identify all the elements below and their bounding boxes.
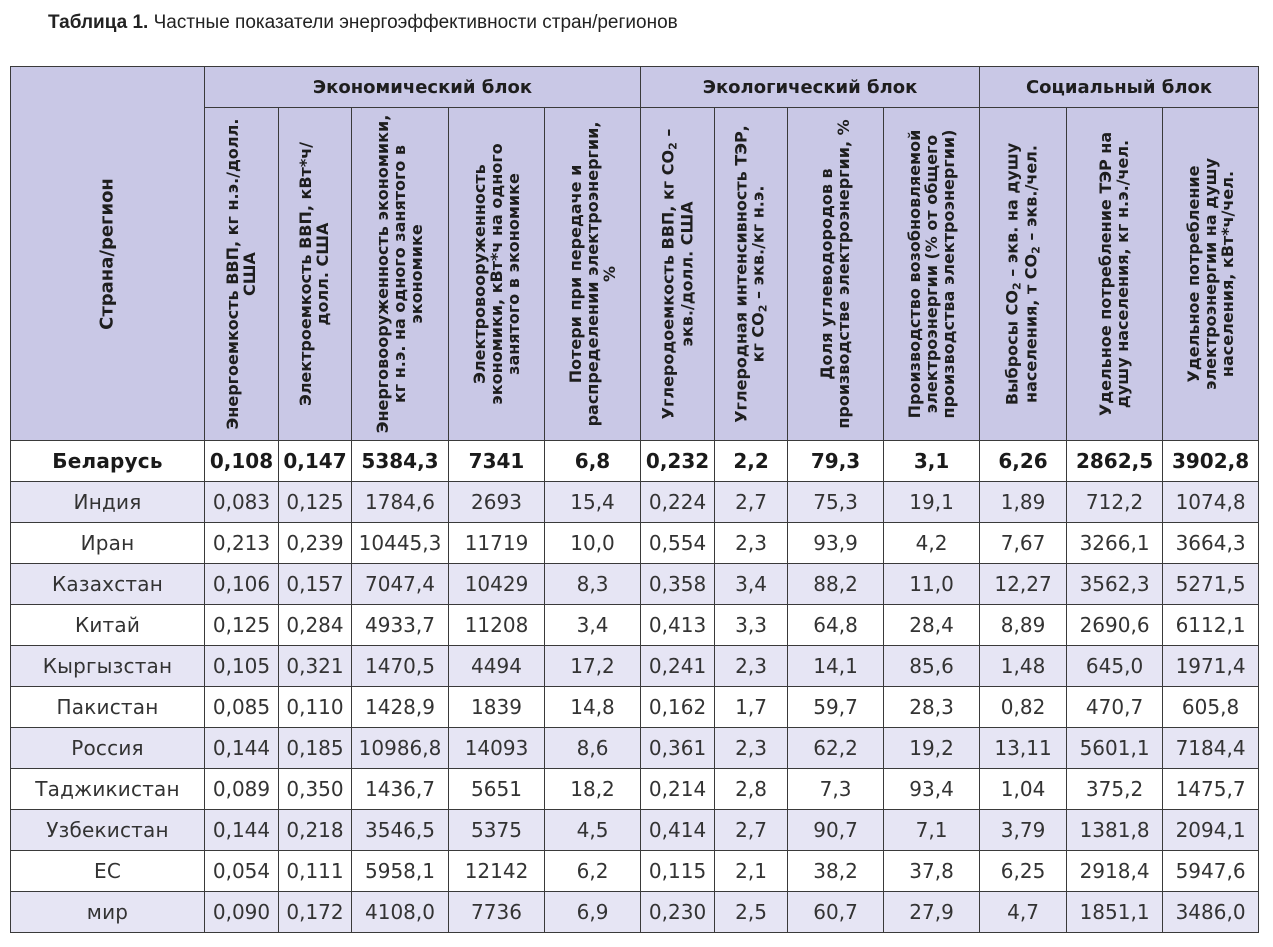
value-cell: 5271,5 [1163,564,1259,605]
value-cell: 3,3 [715,605,788,646]
header-energy-per-capita: Удельное потребление ТЭР на душу населения, кг н.э./чел. [1067,108,1163,441]
value-cell: 0,239 [279,523,352,564]
table-row [11,564,1259,605]
value-cell: 1436,7 [352,769,449,810]
energy-efficiency-table [10,66,1259,933]
value-cell: 0,111 [279,851,352,892]
value-cell: 6,25 [980,851,1067,892]
value-cell: 1,04 [980,769,1067,810]
value-cell: 7,1 [884,810,980,851]
value-cell: 2862,5 [1067,441,1163,482]
value-cell: 3,79 [980,810,1067,851]
value-cell: 6,8 [545,441,641,482]
value-cell: 0,110 [279,687,352,728]
table-row [11,687,1259,728]
country-cell: Таджикистан [11,769,205,810]
value-cell: 64,8 [788,605,884,646]
group-economic: Экономический блок [205,67,641,108]
value-cell: 2094,1 [1163,810,1259,851]
value-cell: 88,2 [788,564,884,605]
table-row [11,810,1259,851]
value-cell: 13,11 [980,728,1067,769]
value-cell: 0,414 [641,810,715,851]
value-cell: 0,125 [205,605,279,646]
value-cell: 0,82 [980,687,1067,728]
value-cell: 8,89 [980,605,1067,646]
value-cell: 0,413 [641,605,715,646]
value-cell: 0,105 [205,646,279,687]
value-cell: 1,48 [980,646,1067,687]
value-cell: 4,7 [980,892,1067,933]
value-cell: 2,3 [715,523,788,564]
value-cell: 0,185 [279,728,352,769]
value-cell: 60,7 [788,892,884,933]
group-ecological: Экологический блок [641,67,980,108]
table-row [11,851,1259,892]
value-cell: 0,224 [641,482,715,523]
value-cell: 0,350 [279,769,352,810]
value-cell: 0,213 [205,523,279,564]
value-cell: 0,358 [641,564,715,605]
table-row [11,482,1259,523]
value-cell: 375,2 [1067,769,1163,810]
country-cell: Китай [11,605,205,646]
header-transmission-losses: Потери при передаче и распределении электроэнергии, % [545,108,641,441]
country-cell: ЕС [11,851,205,892]
value-cell: 59,7 [788,687,884,728]
header-energy-intensity-gdp: Энергоемкость ВВП, кг н.э./долл. США [205,108,279,441]
value-cell: 2918,4 [1067,851,1163,892]
country-cell: Пакистан [11,687,205,728]
value-cell: 4933,7 [352,605,449,646]
value-cell: 2,2 [715,441,788,482]
value-cell: 10986,8 [352,728,449,769]
table-row [11,728,1259,769]
value-cell: 0,214 [641,769,715,810]
value-cell: 0,241 [641,646,715,687]
value-cell: 0,554 [641,523,715,564]
value-cell: 8,3 [545,564,641,605]
value-cell: 0,147 [279,441,352,482]
value-cell: 2690,6 [1067,605,1163,646]
country-cell: Узбекистан [11,810,205,851]
header-carbon-intensity-gdp: Углеродоемкость ВВП, кг $CO_2$ – экв./долл. США [641,108,715,441]
value-cell: 12142 [449,851,545,892]
value-cell: 6112,1 [1163,605,1259,646]
value-cell: 470,7 [1067,687,1163,728]
table-row [11,646,1259,687]
value-cell: 5651 [449,769,545,810]
value-cell: 11208 [449,605,545,646]
value-cell: 11719 [449,523,545,564]
value-cell: 7736 [449,892,545,933]
header-electricity-per-capita: Удельное потребление электроэнергии на душу населения, кВт*ч/чел. [1163,108,1259,441]
value-cell: 1470,5 [352,646,449,687]
value-cell: 93,9 [788,523,884,564]
value-cell: 3562,3 [1067,564,1163,605]
table-caption [48,12,678,34]
table-row [11,892,1259,933]
value-cell: 0,218 [279,810,352,851]
header-co2-per-capita: Выбросы $CO_2$ – экв. на душу населения, т $CO_2 - экв./чел$. [980,108,1067,441]
value-cell: 6,26 [980,441,1067,482]
value-cell: 14,8 [545,687,641,728]
table-row [11,441,1259,482]
value-cell: 3266,1 [1067,523,1163,564]
value-cell: 19,1 [884,482,980,523]
value-cell: 1,89 [980,482,1067,523]
value-cell: 6,2 [545,851,641,892]
value-cell: 3,1 [884,441,980,482]
value-cell: 3,4 [545,605,641,646]
header-energy-per-worker: Энерговооруженность экономики, кг н.э. на одного занятого в экономике [352,108,449,441]
value-cell: 2,1 [715,851,788,892]
table-row [11,769,1259,810]
header-electricity-intensity-gdp: Электроемкость ВВП, кВт*ч/ долл. США [279,108,352,441]
country-cell: Россия [11,728,205,769]
value-cell: 0,321 [279,646,352,687]
value-cell: 0,115 [641,851,715,892]
value-cell: 3486,0 [1163,892,1259,933]
value-cell: 0,108 [205,441,279,482]
header-hydrocarbon-share: Доля углеводородов в производстве электроэнергии, % [788,108,884,441]
value-cell: 37,8 [884,851,980,892]
caption-label: Таблица 1. [48,12,149,33]
value-cell: 1839 [449,687,545,728]
value-cell: 0,232 [641,441,715,482]
value-cell: 7,67 [980,523,1067,564]
value-cell: 7,3 [788,769,884,810]
value-cell: 1,7 [715,687,788,728]
value-cell: 18,2 [545,769,641,810]
value-cell: 75,3 [788,482,884,523]
value-cell: 2,7 [715,482,788,523]
value-cell: 7341 [449,441,545,482]
value-cell: 0,106 [205,564,279,605]
value-cell: 28,3 [884,687,980,728]
value-cell: 12,27 [980,564,1067,605]
value-cell: 2,5 [715,892,788,933]
value-cell: 4,2 [884,523,980,564]
value-cell: 93,4 [884,769,980,810]
value-cell: 3,4 [715,564,788,605]
value-cell: 1475,7 [1163,769,1259,810]
value-cell: 0,162 [641,687,715,728]
value-cell: 62,2 [788,728,884,769]
value-cell: 38,2 [788,851,884,892]
value-cell: 3902,8 [1163,441,1259,482]
value-cell: 0,085 [205,687,279,728]
header-carbon-intensity-fuel: Углеродная интенсивность ТЭР, кг $CO_2 - экв./кг$ н.э. [715,108,788,441]
value-cell: 90,7 [788,810,884,851]
table-row [11,523,1259,564]
value-cell: 2,8 [715,769,788,810]
value-cell: 10445,3 [352,523,449,564]
value-cell: 5384,3 [352,441,449,482]
value-cell: 19,2 [884,728,980,769]
value-cell: 0,089 [205,769,279,810]
value-cell: 14093 [449,728,545,769]
value-cell: 0,172 [279,892,352,933]
value-cell: 1784,6 [352,482,449,523]
value-cell: 0,054 [205,851,279,892]
value-cell: 11,0 [884,564,980,605]
value-cell: 27,9 [884,892,980,933]
value-cell: 1851,1 [1067,892,1163,933]
table-row [11,605,1259,646]
value-cell: 605,8 [1163,687,1259,728]
value-cell: 0,125 [279,482,352,523]
value-cell: 0,157 [279,564,352,605]
value-cell: 85,6 [884,646,980,687]
value-cell: 4,5 [545,810,641,851]
value-cell: 1074,8 [1163,482,1259,523]
value-cell: 6,9 [545,892,641,933]
value-cell: 4494 [449,646,545,687]
value-cell: 28,4 [884,605,980,646]
country-cell: Иран [11,523,205,564]
group-social: Социальный блок [980,67,1259,108]
value-cell: 0,144 [205,728,279,769]
country-cell: мир [11,892,205,933]
value-cell: 10,0 [545,523,641,564]
caption-title: Частные показатели энергоэффективности стран/регионов [153,12,678,33]
value-cell: 0,284 [279,605,352,646]
value-cell: 2,3 [715,728,788,769]
value-cell: 0,083 [205,482,279,523]
value-cell: 8,6 [545,728,641,769]
header-electricity-per-worker: Электровооруженность экономики, кВт*ч на одного занятого в экономике [449,108,545,441]
value-cell: 0,230 [641,892,715,933]
country-cell: Казахстан [11,564,205,605]
value-cell: 5947,6 [1163,851,1259,892]
value-cell: 0,144 [205,810,279,851]
value-cell: 14,1 [788,646,884,687]
value-cell: 10429 [449,564,545,605]
value-cell: 4108,0 [352,892,449,933]
value-cell: 3664,3 [1163,523,1259,564]
value-cell: 5375 [449,810,545,851]
value-cell: 7184,4 [1163,728,1259,769]
value-cell: 15,4 [545,482,641,523]
value-cell: 1428,9 [352,687,449,728]
value-cell: 3546,5 [352,810,449,851]
value-cell: 1381,8 [1067,810,1163,851]
country-cell: Индия [11,482,205,523]
header-renewable-share: Производство возобновляемой электроэнергии (% от общего производства электроэнергии) [884,108,980,441]
value-cell: 5958,1 [352,851,449,892]
header-country: Страна/регион [11,67,205,441]
value-cell: 0,361 [641,728,715,769]
value-cell: 79,3 [788,441,884,482]
value-cell: 645,0 [1067,646,1163,687]
value-cell: 1971,4 [1163,646,1259,687]
value-cell: 2,3 [715,646,788,687]
value-cell: 5601,1 [1067,728,1163,769]
value-cell: 2,7 [715,810,788,851]
country-cell: Кыргызстан [11,646,205,687]
country-cell: Беларусь [11,441,205,482]
value-cell: 7047,4 [352,564,449,605]
value-cell: 17,2 [545,646,641,687]
value-cell: 0,090 [205,892,279,933]
value-cell: 712,2 [1067,482,1163,523]
value-cell: 2693 [449,482,545,523]
